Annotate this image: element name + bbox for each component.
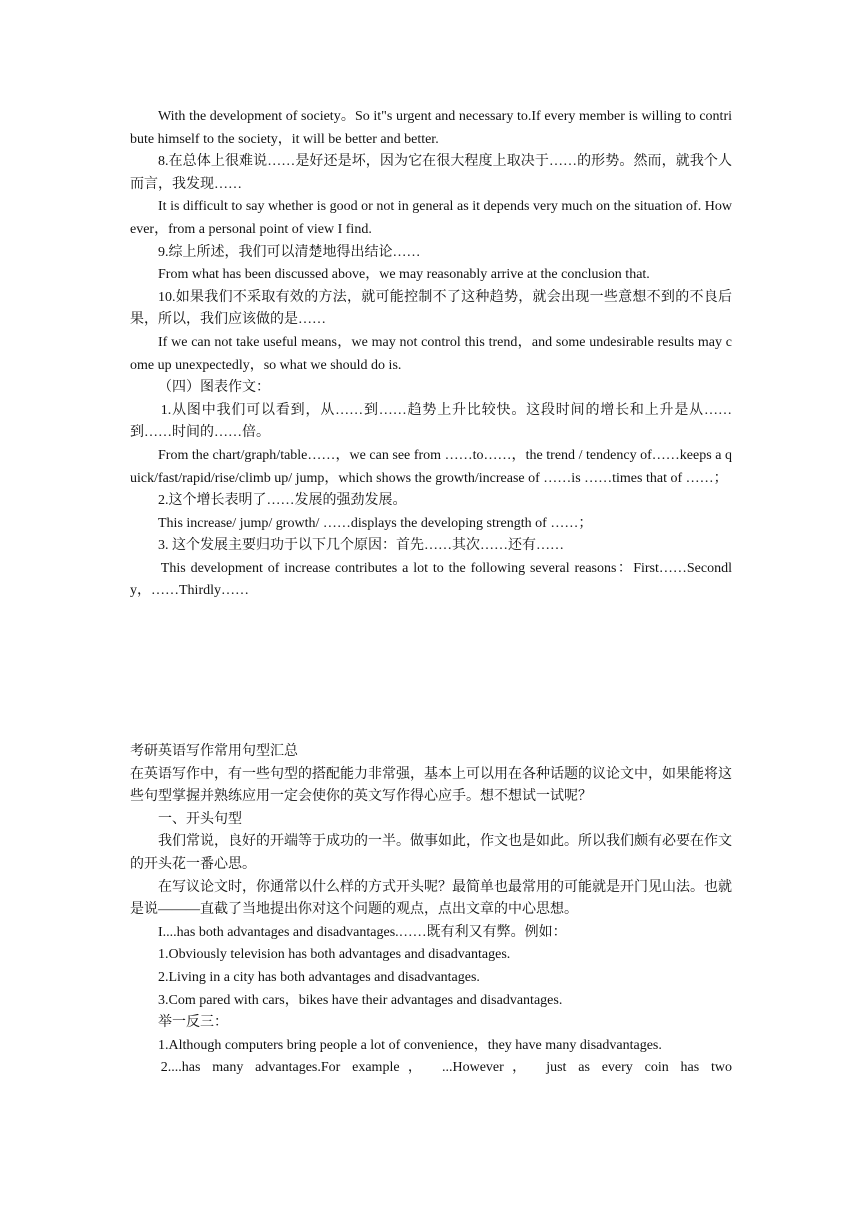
paragraph: 举一反三： (158, 1015, 228, 1031)
paragraph: It is difficult to say whether is good or not in general as it depends very much on the situation of. However，from a personal point of view I find. (130, 199, 732, 237)
example-line: 2.Living in a city has both advantages and disadvantages. (158, 970, 480, 985)
paragraph: 8.在总体上很难说……是好还是坏，因为它在很大程度上取决于……的形势。然而，就我个人而言，我发现…… (130, 154, 732, 192)
example-line: 2....has many advantages.For example， ...However， just as every coin has two (160, 1060, 732, 1076)
document-title: 考研英语写作常用句型汇总 (130, 744, 298, 760)
paragraph: 9.综上所述，我们可以清楚地得出结论…… (158, 244, 421, 260)
paragraph: 1.从图中我们可以看到，从……到……趋势上升比较快。这段时间的增长和上升是从……到……时间的……倍。 (130, 402, 732, 441)
paragraph: This development of increase contributes a lot to the following several reasons：First……Secondly，……Thirdly…… (130, 560, 732, 599)
paragraph: If we can not take useful means，we may not control this trend，and some undesirable results may come up unexpectedly，so what we should do is. (130, 334, 732, 373)
paragraph: From the chart/graph/table……，we can see from ……to……，the trend / tendency of……keeps a quick/fast/rapid/rise/climb up/ jump，which shows the growth/increase of ……is ……times that of ……； (130, 447, 732, 486)
paragraph: I....has both advantages and disadvantages.……既有利又有弊。例如： (158, 924, 567, 940)
example-line: 1.Obviously television has both advantages and disadvantages. (158, 947, 511, 963)
paragraph: With the development of society。So it"s urgent and necessary to.If every member is willing to contribute himself to the society，it will be better and better. (130, 109, 732, 147)
paragraph: 在写议论文时，你通常以什么样的方式开头呢？最简单也最常用的可能就是开门见山法。也就是说———直截了当地提出你对这个问题的观点，点出文章的中心思想。 (130, 879, 732, 918)
paragraph: 我们常说，良好的开端等于成功的一半。做事如此，作文也是如此。所以我们颇有必要在作文的开头花一番心思。 (130, 834, 732, 873)
paragraph: From what has been discussed above，we may reasonably arrive at the conclusion that. (158, 267, 650, 283)
paragraph: 在英语写作中，有一些句型的搭配能力非常强，基本上可以用在各种话题的议论文中，如果能将这些句型掌握并熟练应用一定会使你的英文写作得心应手。想不想试一试呢？ (130, 766, 732, 805)
paragraph: 2.这个增长表明了……发展的强劲发展。 (158, 493, 407, 509)
paragraph: 10.如果我们不采取有效的方法，就可能控制不了这种趋势，就会出现一些意想不到的不良后果，所以，我们应该做的是…… (130, 289, 732, 328)
example-line: 3.Com pared with cars，bikes have their advantages and disadvantages. (158, 992, 563, 1008)
example-line: 1.Although computers bring people a lot of convenience，they have many disadvantages. (158, 1037, 662, 1053)
paragraph: This increase/ jump/ growth/ ……displays the developing strength of ……； (158, 515, 593, 531)
section-heading: （四）图表作文： (158, 380, 270, 396)
section-heading: 一、开头句型 (158, 811, 242, 827)
paragraph: 3. 这个发展主要归功于以下几个原因：首先……其次……还有…… (158, 538, 564, 554)
document-page (130, 106, 732, 1080)
blank-space (130, 603, 732, 741)
